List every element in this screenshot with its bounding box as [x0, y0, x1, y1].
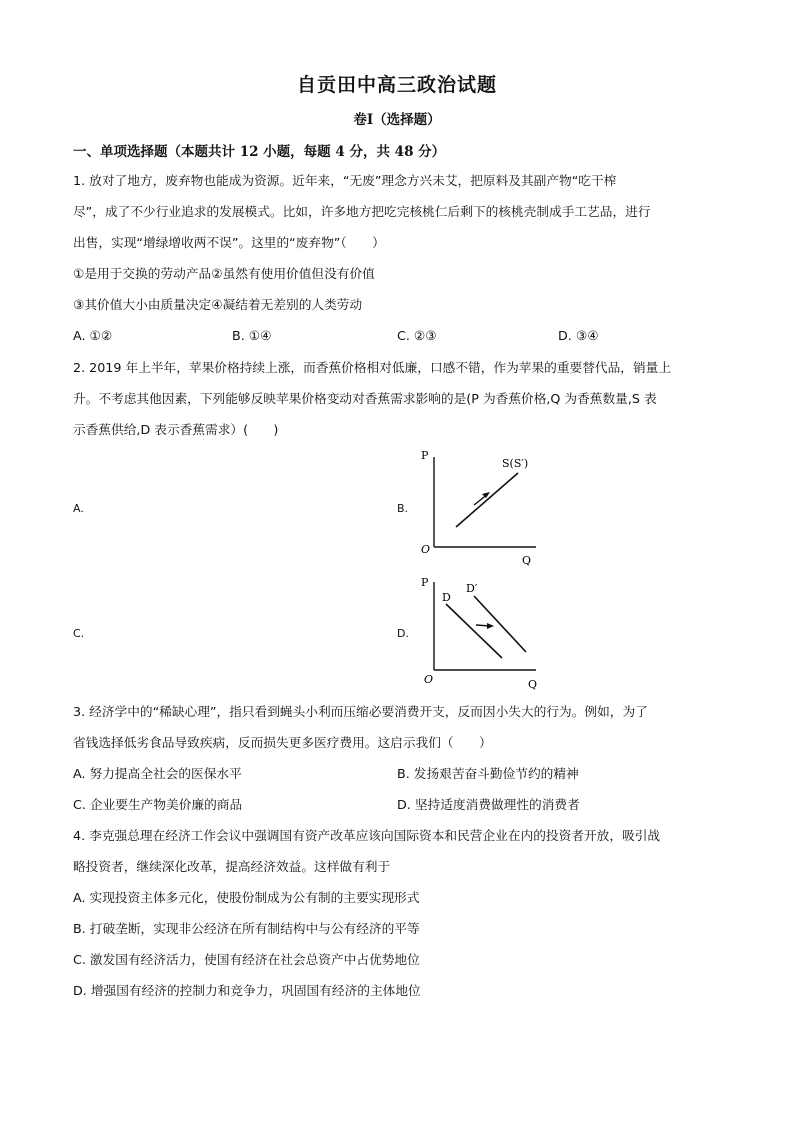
q3-option-c[interactable]: C. 企业要生产物美价廉的商品 — [73, 797, 243, 812]
graph-d-d-label: D — [442, 591, 451, 604]
part-heading: 卷Ⅰ（选择题） — [353, 112, 441, 128]
graph-b-curve-label: S(S′) — [502, 457, 529, 470]
q1-option-d[interactable]: D. ③④ — [558, 328, 599, 343]
q3-option-b[interactable]: B. 发扬艰苦奋斗勤俭节约的精神 — [397, 766, 579, 781]
graph-b-supply — [418, 445, 548, 570]
graph-b-origin-label: O — [421, 543, 431, 556]
q4-line-1: 4. 李克强总理在经济工作会议中强调国有资产改革应该向国际资本和民营企业在内的投资者开放，吸引战 — [73, 828, 661, 843]
q3-line-2: 省钱选择低劣食品导致疾病，反而损失更多医疗费用。这启示我们（ ） — [73, 735, 492, 750]
q1-line-1: 1. 放对了地方，废弃物也能成为资源。近年来，“无废”理念方兴未艾，把原料及其副产物“吃干榨 — [73, 173, 617, 188]
graph-d-demand-curve-shifted — [474, 596, 526, 652]
section-heading: 一、单项选择题（本题共计 12 小题，每题 4 分，共 48 分） — [73, 144, 446, 160]
q1-line-2: 尽”，成了不少行业追求的发展模式。比如，许多地方把吃完核桃仁后剩下的核桃壳制成手工艺品，进行 — [73, 204, 651, 219]
graph-d-demand — [418, 570, 548, 695]
q3-option-a[interactable]: A. 努力提高全社会的医保水平 — [73, 766, 242, 781]
graph-b-supply-curve — [456, 473, 518, 527]
q4-option-c[interactable]: C. 激发国有经济活力，使国有经济在社会总资产中占优势地位 — [73, 952, 420, 967]
q1-option-c[interactable]: C. ②③ — [397, 328, 437, 343]
page-title: 自贡田中高三政治试题 — [296, 74, 497, 96]
graph-d-demand-curve — [446, 604, 502, 658]
q1-line-5: ③其价值大小由质量决定④凝结着无差别的人类劳动 — [73, 297, 363, 312]
q2-line-3: 示香蕉供给,D 表示香蕉需求）( ) — [73, 422, 279, 437]
q4-option-b[interactable]: B. 打破垄断，实现非公经济在所有制结构中与公有经济的平等 — [73, 921, 420, 936]
q1-option-b[interactable]: B. ①④ — [232, 328, 272, 343]
q2-option-c[interactable]: C. — [73, 627, 85, 640]
graph-d-d-prime-label: D′ — [466, 582, 478, 595]
q1-option-a[interactable]: A. ①② — [73, 328, 113, 343]
q1-line-4: ①是用于交换的劳动产品②虽然有使用价值但没有价值 — [73, 266, 375, 281]
q2-option-a[interactable]: A. — [73, 502, 84, 515]
graph-d-origin-label: O — [424, 673, 434, 686]
q4-option-a[interactable]: A. 实现投资主体多元化，使股份制成为公有制的主要实现形式 — [73, 890, 420, 905]
graph-b-p-label: P — [421, 449, 429, 462]
q2-option-d[interactable]: D. — [397, 627, 409, 640]
q3-line-1: 3. 经济学中的“稀缺心理”，指只看到蝇头小利而压缩必要消费开支，反而因小失大的行为。例如，为了 — [73, 704, 648, 719]
q4-line-2: 略投资者，继续深化改革，提高经济效益。这样做有利于 — [73, 859, 391, 874]
q3-option-d[interactable]: D. 坚持适度消费做理性的消费者 — [397, 797, 580, 812]
graph-d-p-label: P — [421, 576, 429, 589]
graph-b-q-label: Q — [522, 554, 532, 567]
q4-option-d[interactable]: D. 增强国有经济的控制力和竞争力，巩固国有经济的主体地位 — [73, 983, 421, 998]
q1-line-3: 出售，实现“增绿增收两不误”。这里的“废弃物”（ ） — [73, 235, 385, 250]
q2-line-2: 升。不考虑其他因素，下列能够反映苹果价格变动对香蕉需求影响的是(P 为香蕉价格,Q 为香蕉数量,S 表 — [73, 391, 657, 406]
graph-d-arrow-head — [487, 623, 494, 629]
q2-option-b[interactable]: B. — [397, 502, 409, 515]
q2-line-1: 2. 2019 年上半年，苹果价格持续上涨，而香蕉价格相对低廉，口感不错，作为苹果的重要替代品，销量上 — [73, 360, 672, 375]
graph-d-q-label: Q — [528, 678, 538, 691]
